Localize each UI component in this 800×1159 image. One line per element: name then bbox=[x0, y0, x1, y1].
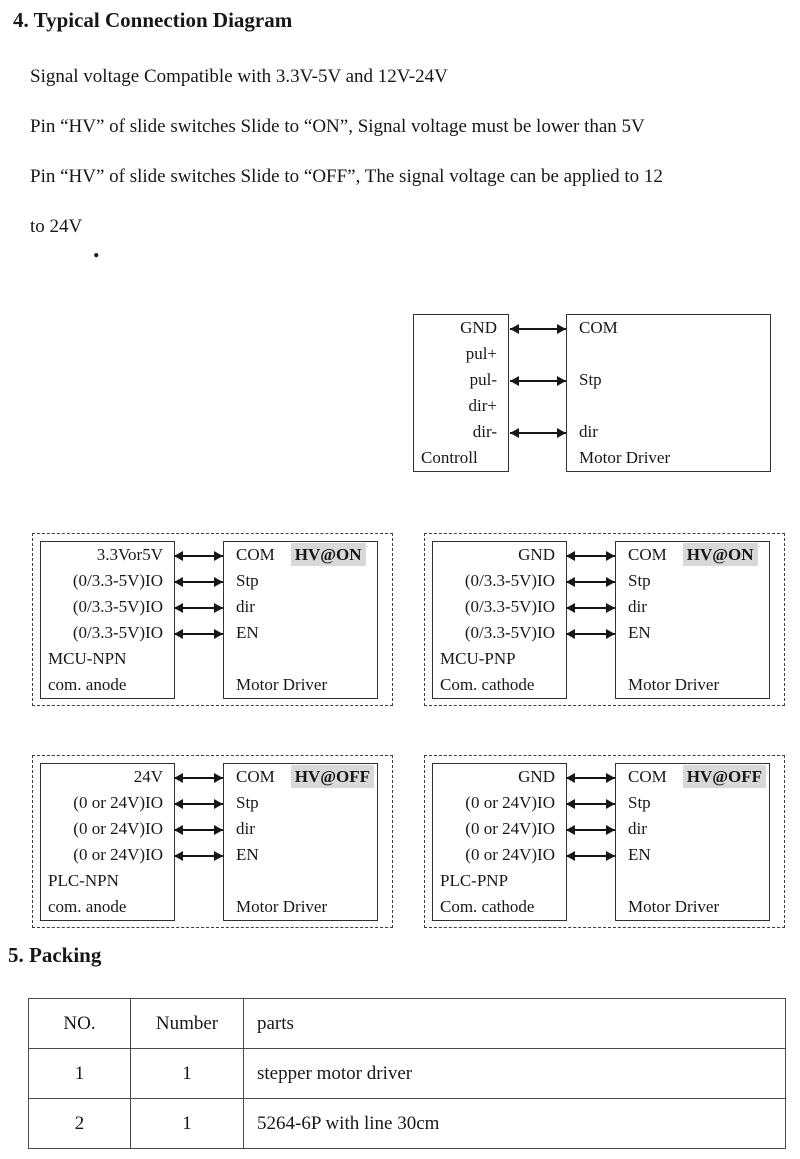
double-arrow-icon bbox=[566, 777, 615, 779]
paragraph-hv-on: Pin “HV” of slide switches Slide to “ON”, Signal voltage must be lower than 5V bbox=[30, 116, 645, 137]
double-arrow-icon bbox=[174, 607, 223, 609]
diagram-mcu-pnp bbox=[424, 533, 785, 706]
com-label: COM bbox=[628, 545, 667, 564]
pin-label bbox=[224, 646, 377, 672]
double-arrow-icon bbox=[566, 803, 615, 805]
paragraph-to-24v: to 24V bbox=[30, 216, 83, 237]
box-title: Motor Driver bbox=[579, 448, 671, 467]
box-title: PLC-NPN bbox=[48, 871, 119, 890]
double-arrow-icon bbox=[174, 633, 223, 635]
motor-driver-box bbox=[223, 763, 378, 921]
table-row bbox=[29, 1099, 786, 1149]
header-no: NO. bbox=[29, 999, 131, 1049]
motor-driver-box bbox=[615, 541, 770, 699]
double-arrow-icon bbox=[174, 855, 223, 857]
cell-number: 1 bbox=[131, 1099, 244, 1149]
box-title: Controll bbox=[421, 448, 478, 467]
pin-label bbox=[224, 764, 377, 790]
header-number: Number bbox=[131, 999, 244, 1049]
double-arrow-icon bbox=[566, 855, 615, 857]
box-subtitle: com. anode bbox=[48, 897, 127, 916]
pin-label: EN bbox=[236, 623, 259, 642]
pin-label bbox=[616, 868, 769, 894]
diagram-plc-pnp bbox=[424, 755, 785, 928]
hv-mode-badge: HV@OFF bbox=[683, 765, 766, 788]
pin-label: dir+ bbox=[468, 396, 497, 415]
hv-mode-badge: HV@ON bbox=[291, 543, 366, 566]
table-header-row bbox=[29, 999, 786, 1049]
pin-label: (0 or 24V)IO bbox=[73, 845, 163, 864]
packing-table bbox=[28, 998, 786, 1149]
double-arrow-icon bbox=[174, 777, 223, 779]
box-title: Motor Driver bbox=[236, 897, 328, 916]
pin-label bbox=[224, 868, 377, 894]
section4-heading: 4. Typical Connection Diagram bbox=[13, 8, 293, 32]
double-arrow-icon bbox=[566, 829, 615, 831]
pin-label: (0/3.3-5V)IO bbox=[72, 623, 163, 642]
diagram-controller bbox=[413, 314, 772, 473]
double-arrow-icon bbox=[174, 581, 223, 583]
com-label: COM bbox=[236, 545, 275, 564]
pin-label: (0 or 24V)IO bbox=[73, 819, 163, 838]
box-subtitle: Com. cathode bbox=[440, 675, 535, 694]
header-parts: parts bbox=[244, 999, 786, 1049]
double-arrow-icon bbox=[174, 829, 223, 831]
box-subtitle: com. anode bbox=[48, 675, 127, 694]
motor-driver-box bbox=[223, 541, 378, 699]
box-title: Motor Driver bbox=[628, 675, 720, 694]
pin-label: GND bbox=[518, 767, 555, 786]
pin-label: Stp bbox=[579, 370, 602, 389]
stray-period: . bbox=[93, 234, 100, 263]
pin-label bbox=[616, 764, 769, 790]
double-arrow-icon bbox=[566, 581, 615, 583]
motor-driver-box bbox=[615, 763, 770, 921]
double-arrow-icon bbox=[566, 555, 615, 557]
pin-label: dir bbox=[628, 597, 647, 616]
mcu-npn-box bbox=[40, 541, 175, 699]
cell-number: 1 bbox=[131, 1049, 244, 1099]
diagram-plc-npn bbox=[32, 755, 393, 928]
pin-label: Stp bbox=[236, 571, 259, 590]
box-title: Motor Driver bbox=[236, 675, 328, 694]
box-title: PLC-PNP bbox=[440, 871, 509, 890]
com-label: COM bbox=[236, 767, 275, 786]
paragraph-hv-off: Pin “HV” of slide switches Slide to “OFF”, The signal voltage can be applied to 12 bbox=[30, 166, 663, 187]
pin-label: (0/3.3-5V)IO bbox=[464, 623, 555, 642]
pin-label bbox=[224, 542, 377, 568]
hv-mode-badge: HV@ON bbox=[683, 543, 758, 566]
pin-label: dir bbox=[628, 819, 647, 838]
pin-label: 3.3Vor5V bbox=[96, 545, 163, 564]
pin-label: (0/3.3-5V)IO bbox=[464, 597, 555, 616]
mcu-pnp-box bbox=[432, 541, 567, 699]
cell-no: 2 bbox=[29, 1099, 131, 1149]
pin-label: EN bbox=[236, 845, 259, 864]
plc-npn-box bbox=[40, 763, 175, 921]
com-label: COM bbox=[628, 767, 667, 786]
motor-driver-box bbox=[566, 314, 771, 472]
double-arrow-icon bbox=[510, 432, 566, 434]
double-arrow-icon bbox=[566, 607, 615, 609]
paragraph-signal-voltage: Signal voltage Compatible with 3.3V-5V and 12V-24V bbox=[30, 66, 448, 87]
double-arrow-icon bbox=[566, 633, 615, 635]
pin-label: EN bbox=[628, 623, 651, 642]
pin-label: pul- bbox=[469, 370, 497, 389]
pin-label: COM bbox=[579, 318, 618, 337]
pin-label: Stp bbox=[628, 571, 651, 590]
pin-label: dir bbox=[579, 422, 598, 441]
pin-label: 24V bbox=[133, 767, 163, 786]
pin-label: dir bbox=[236, 597, 255, 616]
double-arrow-icon bbox=[174, 803, 223, 805]
pin-label: EN bbox=[628, 845, 651, 864]
pin-label: (0 or 24V)IO bbox=[465, 819, 555, 838]
pin-label: (0/3.3-5V)IO bbox=[72, 597, 163, 616]
pin-label: (0 or 24V)IO bbox=[465, 845, 555, 864]
table-row bbox=[29, 1049, 786, 1099]
double-arrow-icon bbox=[510, 328, 566, 330]
diagram-mcu-npn bbox=[32, 533, 393, 706]
pin-label: (0/3.3-5V)IO bbox=[72, 571, 163, 590]
plc-pnp-box bbox=[432, 763, 567, 921]
hv-mode-badge: HV@OFF bbox=[291, 765, 374, 788]
double-arrow-icon bbox=[510, 380, 566, 382]
pin-label bbox=[567, 341, 770, 367]
box-title: MCU-PNP bbox=[440, 649, 516, 668]
box-title: Motor Driver bbox=[628, 897, 720, 916]
pin-label: (0 or 24V)IO bbox=[465, 793, 555, 812]
pin-label: (0 or 24V)IO bbox=[73, 793, 163, 812]
pin-label: GND bbox=[518, 545, 555, 564]
pin-label: pul+ bbox=[465, 344, 497, 363]
pin-label: dir- bbox=[472, 422, 497, 441]
cell-no: 1 bbox=[29, 1049, 131, 1099]
double-arrow-icon bbox=[174, 555, 223, 557]
pin-label bbox=[567, 393, 770, 419]
pin-label bbox=[616, 646, 769, 672]
pin-label: (0/3.3-5V)IO bbox=[464, 571, 555, 590]
cell-parts: 5264-6P with line 30cm bbox=[244, 1099, 786, 1149]
pin-label: dir bbox=[236, 819, 255, 838]
pin-label: Stp bbox=[628, 793, 651, 812]
controller-box bbox=[413, 314, 509, 472]
pin-label: GND bbox=[460, 318, 497, 337]
section5-heading: 5. Packing bbox=[8, 943, 102, 967]
pin-label bbox=[616, 542, 769, 568]
box-title: MCU-NPN bbox=[48, 649, 127, 668]
cell-parts: stepper motor driver bbox=[244, 1049, 786, 1099]
box-subtitle: Com. cathode bbox=[440, 897, 535, 916]
pin-label: Stp bbox=[236, 793, 259, 812]
